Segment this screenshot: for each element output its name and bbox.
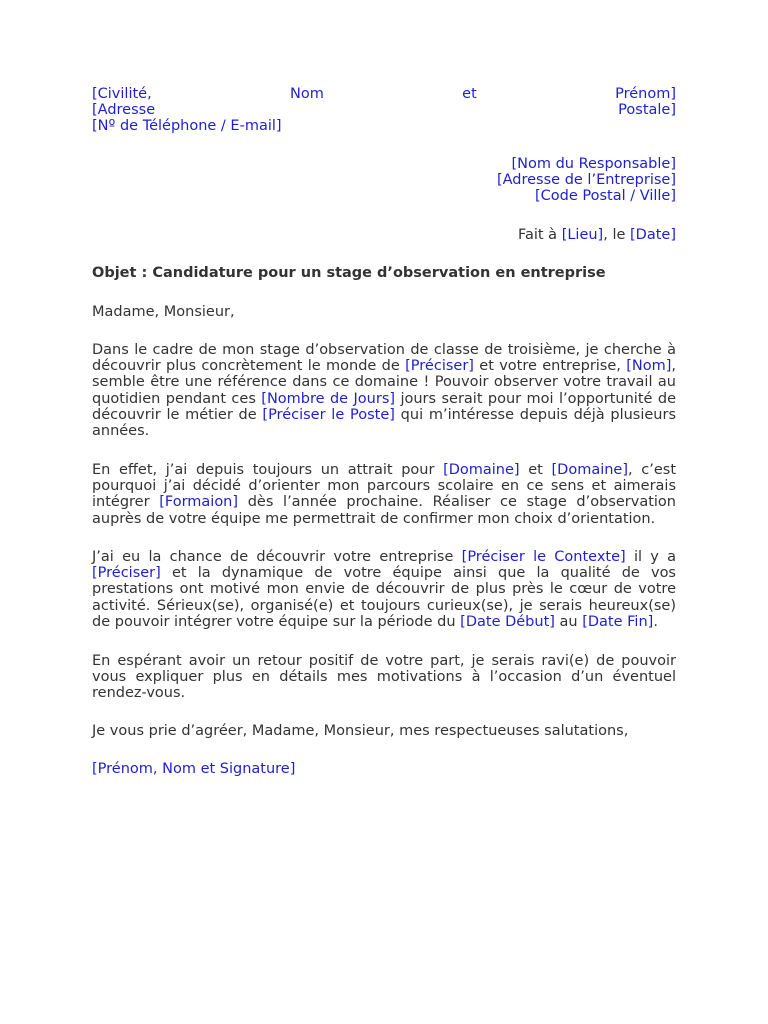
p2-text-1: En effet, j’ai depuis toujours un attrait pour <box>92 462 444 478</box>
recipient-company-address: [Adresse de l’Entreprise] <box>496 172 676 189</box>
place-placeholder: [Lieu] <box>561 227 604 243</box>
p1-text-1: Dans le cadre de mon stage d’observation de classe de troisième, je cherche à découvrir plus concrètement le monde de <box>92 342 676 375</box>
date-prefix: Fait à <box>517 227 562 243</box>
p1-placeholder-name: [Nom] <box>626 358 672 375</box>
signature-placeholder: [Prénom, Nom et Signature] <box>92 761 296 777</box>
p3-text-5: . <box>653 613 658 630</box>
p3-text-4: au <box>554 613 583 630</box>
paragraph-4: En espérant avoir un retour positif de votre part, je serais ravi(e) de pouvoir vous expliquer plus en détails mes motivations à l’occasion d’un éventuel rendez-vous. <box>92 653 676 702</box>
p1-text-3: , semble être une référence dans ce domaine ! Pouvoir observer votre travail au quotidien pendant ces <box>92 358 676 407</box>
p3-placeholder-when: [Préciser] <box>92 565 161 582</box>
date-line <box>92 227 676 243</box>
salutation: Madame, Monsieur, <box>92 304 235 320</box>
p1-placeholder-position: [Préciser le Poste] <box>262 406 395 423</box>
subject-line: Objet : Candidature pour un stage d’observation en entreprise <box>92 265 606 281</box>
p2-text-2: et <box>519 462 552 478</box>
p1-text-4: jours serait pour moi l’opportunité de découvrir le métier de <box>92 390 676 423</box>
p3-placeholder-context: [Préciser le Contexte] <box>461 549 626 565</box>
p1-placeholder-field: [Préciser] <box>405 358 474 375</box>
date-placeholder: [Date] <box>630 227 676 243</box>
recipient-manager: [Nom du Responsable] <box>511 156 676 172</box>
sender-address-line: [Adresse Postale] <box>92 102 676 119</box>
p3-placeholder-end-date: [Date Fin] <box>582 613 654 630</box>
p1-text-5: qui m’intéresse depuis déjà plusieurs années. <box>92 406 677 440</box>
date-middle: , le <box>603 227 631 243</box>
p2-text-4: dès l’année prochaine. Réaliser ce stage d’observation auprès de votre équipe me permettrait de confirmer mon choix d’orientation. <box>92 494 676 527</box>
paragraph-2 <box>92 462 676 527</box>
p3-text-2: il y a <box>625 549 676 565</box>
sender-name-line: [Civilité, Nom et Prénom] <box>92 86 676 102</box>
p1-placeholder-days: [Nombre de Jours] <box>261 390 396 407</box>
p2-text-3: , c’est pourquoi j’ai décidé d’orienter mon parcours scolaire en ce sens et aimerais intégrer <box>92 462 677 511</box>
p3-text-1: J’ai eu la chance de découvrir votre entreprise <box>92 549 462 565</box>
p3-text-3: et la dynamique de votre équipe ainsi que la qualité de vos prestations ont motivé mon envie de découvrir de plus près le cœur de votre activité. Sérieux(se), organisé(e) et toujours curieux(se), je serais heureux(se) de pouvoir intégrer votre équipe sur la période du <box>92 565 676 630</box>
recipient-postal-city: [Code Postal / Ville] <box>534 188 676 205</box>
p2-placeholder-training: [Formaion] <box>159 494 239 511</box>
p1-text-2: et votre entreprise, <box>473 358 627 375</box>
closing-formula: Je vous prie d’agréer, Madame, Monsieur, mes respectueuses salutations, <box>92 723 629 739</box>
paragraph-3 <box>92 549 676 630</box>
recipient-block <box>92 156 676 205</box>
p2-placeholder-domain-1: [Domaine] <box>443 462 520 478</box>
paragraph-1 <box>92 342 676 439</box>
sender-contact-line: [Nº de Téléphone / E-mail] <box>92 118 282 135</box>
p2-placeholder-domain-2: [Domaine] <box>551 462 629 478</box>
sender-block <box>92 86 676 135</box>
p3-placeholder-start-date: [Date Début] <box>460 613 555 630</box>
